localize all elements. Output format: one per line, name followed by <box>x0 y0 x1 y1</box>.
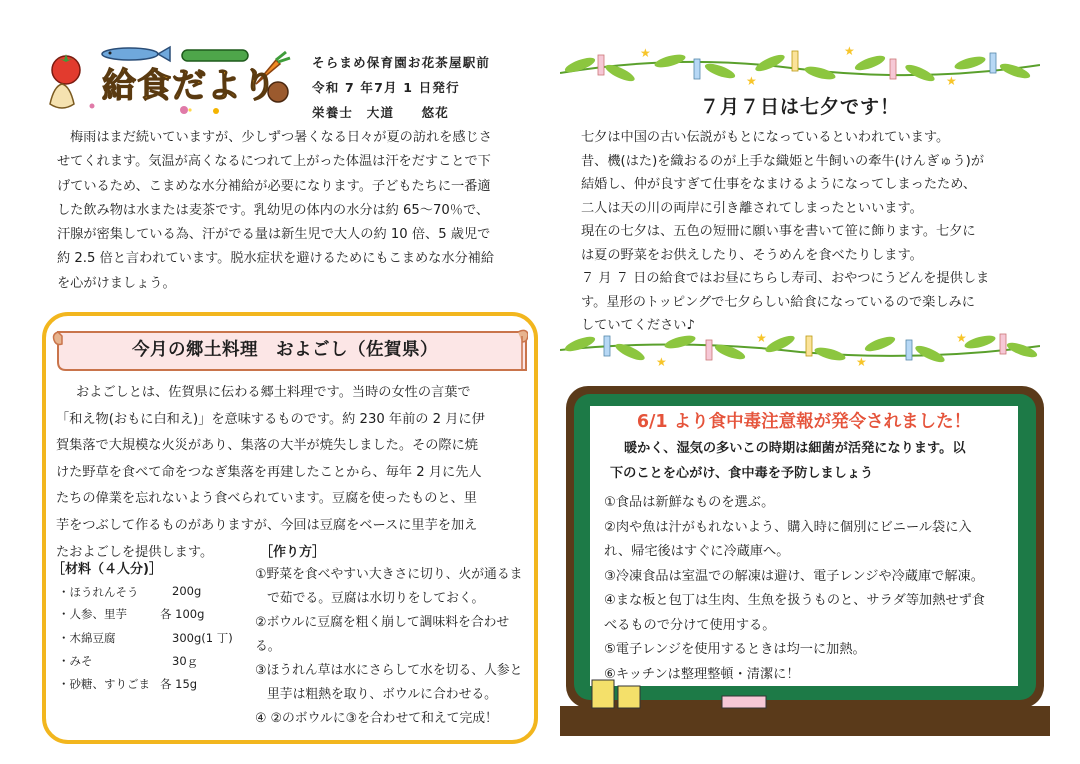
bamboo-garland-bottom <box>560 330 1040 370</box>
intro-line: を心がけましょう。 <box>57 275 176 291</box>
method-step: る。 <box>255 639 281 654</box>
svg-text:★: ★ <box>746 74 757 88</box>
tanabata-line: 七夕は中国の古い伝説がもとになっているといわれています。 <box>581 130 950 145</box>
bamboo-leaf-icon <box>560 52 1040 85</box>
intro-line: せてくれます。気温が高くなるにつれて上がった体温は汗をだすことで下 <box>57 154 491 170</box>
svg-text:★: ★ <box>946 74 957 88</box>
kyodo-title: 今月の郷土料理 およごし（佐賀県） <box>132 340 438 360</box>
method-step: ③ほうれん草は水にさらして水を切る、人参と <box>255 663 523 678</box>
issue-date: 令和 7 年7月 1 日発行 <box>312 80 460 95</box>
tanabata-line: 結婚し、仲が良すぎて仕事をなまけるようになってしまったため、 <box>581 177 977 192</box>
intro-line: した飲み物は水または麦茶です。乳幼児の体内の水分は約 65～70％で、 <box>57 202 490 218</box>
method-step: ②ボウルに豆腐を粗く崩して調味料を合わせ <box>255 615 510 630</box>
material-name: ・人参、里芋 <box>58 607 127 621</box>
nursery-name: そらまめ保育園お花茶屋駅前 <box>312 55 491 70</box>
bamboo-garland-top <box>560 43 1040 89</box>
kyodo-text <box>56 380 528 566</box>
material-amount: 300g(1 丁) <box>172 631 233 645</box>
material-name: ・ほうれんそう <box>58 585 139 599</box>
material-amount: 30ｇ <box>172 654 199 668</box>
intro-line: 約 2.5 倍と言われています。脱水症状を避けるためにもこまめな水分補給 <box>57 251 495 267</box>
board-list <box>604 491 1018 687</box>
material-amount: 各 15g <box>160 677 198 691</box>
tanabata-line: 二人は天の川の両岸に引き離されてしまったといいます。 <box>581 200 923 216</box>
tanabata-line: 現在の七夕は、五色の短冊に願い事を書いて笹に飾ります。七夕に <box>581 224 976 239</box>
board-list-item: ③冷凍食品は室温での解凍は避け、電子レンジや冷蔵庫で解凍。 <box>604 568 984 584</box>
intro-text <box>57 126 513 296</box>
board-list-item: ⑥キッチンは整理整頓・清潔に！ <box>604 666 800 682</box>
tanabata-line: は夏の野菜をお供えしたり、そうめんを食べたりします。 <box>581 247 923 263</box>
intro-line: げているため、こまめな水分補給が必要になります。子どもたちに一番適 <box>57 178 491 194</box>
svg-text:★: ★ <box>640 46 651 60</box>
method-step: で茹でる。豆腐は水切りをしておく。 <box>267 591 485 606</box>
svg-text:★: ★ <box>856 355 867 369</box>
tanabata-title: ７月７日は七夕です！ <box>699 96 900 118</box>
material-name: ・木綿豆腐 <box>58 631 116 645</box>
tanabata-line: していてください♪ <box>581 318 695 333</box>
kyodo-line: たおよごしを提供します。 <box>56 544 214 560</box>
materials-title: ［材料（４人分)］ <box>52 562 162 577</box>
bamboo-leaf-icon <box>560 333 1040 366</box>
material-name: ・砂糖、すりごま <box>58 677 150 691</box>
board-list-item: れ、帰宅後はすぐに冷蔵庫へ。 <box>604 544 790 559</box>
board-list-item: ②肉や魚は汁がもれないよう、購入時に個別にビニール袋に入 <box>604 519 972 535</box>
method-step: ①野菜を食べやすい大きさに切り、火が通るま <box>255 567 523 582</box>
kyodo-line: 「和え物(おもに白和え)」を意味するものです。約 230 年前の 2 月に伊 <box>56 411 485 427</box>
tanabata-line: ７ 月 ７ 日の給食ではお昼にちらし寿司、おやつにうどんを提供しま <box>581 271 990 286</box>
author: 栄養士 大道 悠花 <box>312 105 450 120</box>
issue-info <box>312 50 490 125</box>
logo <box>40 40 310 120</box>
onion-icon <box>50 84 74 108</box>
method-list <box>255 563 539 731</box>
svg-text:★: ★ <box>956 331 967 345</box>
material-amount: 各 100g <box>160 607 205 621</box>
tanabata-line: す。星形のトッピングで七夕らしい給食になっているので楽しみに <box>581 294 975 310</box>
method-step: ④ ②のボウルに③を合わせて和えて完成！ <box>255 711 498 726</box>
board-list-item: ①食品は新鮮なものを選ぶ。 <box>604 495 775 510</box>
method-step: 里芋は粗熱を取り、ボウルに合わせる。 <box>267 687 497 702</box>
board-lead-line: 下のことを心がけ、食中毒を予防しましょう <box>610 465 874 481</box>
kyodo-line: 賀集落で大規模な火災があり、集落の大半が焼失しました。その際に焼 <box>56 438 478 454</box>
logo-title: 給食だより <box>102 66 277 106</box>
material-name: ・みそ <box>58 654 93 668</box>
kyodo-line: けた野草を食べて命をつなぎ集落を再建したことから、毎年 2 月に先人 <box>56 464 482 480</box>
svg-text:★: ★ <box>844 44 855 58</box>
board-lead-line: 暖かく、湿気の多いこの時期は細菌が活発になります。以 <box>624 441 966 456</box>
board-title: 6/1 より食中毒注意報が発令されました！ <box>636 412 972 432</box>
tanabata-text <box>581 126 1023 338</box>
tomato-icon <box>52 54 80 84</box>
board-list-item: ⑤電子レンジを使用するときは均一に加熱。 <box>604 642 866 657</box>
board-list-item: べるもので分けて使用する。 <box>604 617 776 633</box>
intro-line: 汗腺が密集している為、汗がでる量は新生児で大人の約 10 倍、5 歳児で <box>57 227 491 243</box>
board-list-item: ④まな板と包丁は生肉、生魚を扱うものと、サラダ等加熱せず食 <box>604 593 985 608</box>
board-lead <box>610 437 1010 486</box>
kyodo-line: 芋をつぶして作るものがありますが、今回は豆腐をベースに里芋を加え <box>56 517 478 533</box>
svg-text:★: ★ <box>756 331 767 345</box>
kyodo-line: たちの偉業を忘れないよう食べられています。豆腐を使ったものと、里 <box>56 491 477 507</box>
material-amount: 200g <box>172 584 202 598</box>
tanabata-line: 昔、機(はた)を織おるのが上手な織姫と牛飼いの牽牛(けんぎゅう)が <box>581 153 985 169</box>
kyodo-line: およごしとは、佐賀県に伝わる郷土料理です。当時の女性の言葉で <box>76 385 471 400</box>
intro-line: 梅雨はまだ続いていますが、少しずつ暑くなる日々が夏の訪れを感じさ <box>70 130 492 145</box>
svg-text:★: ★ <box>656 355 667 369</box>
method-title: ［作り方］ <box>260 545 326 560</box>
